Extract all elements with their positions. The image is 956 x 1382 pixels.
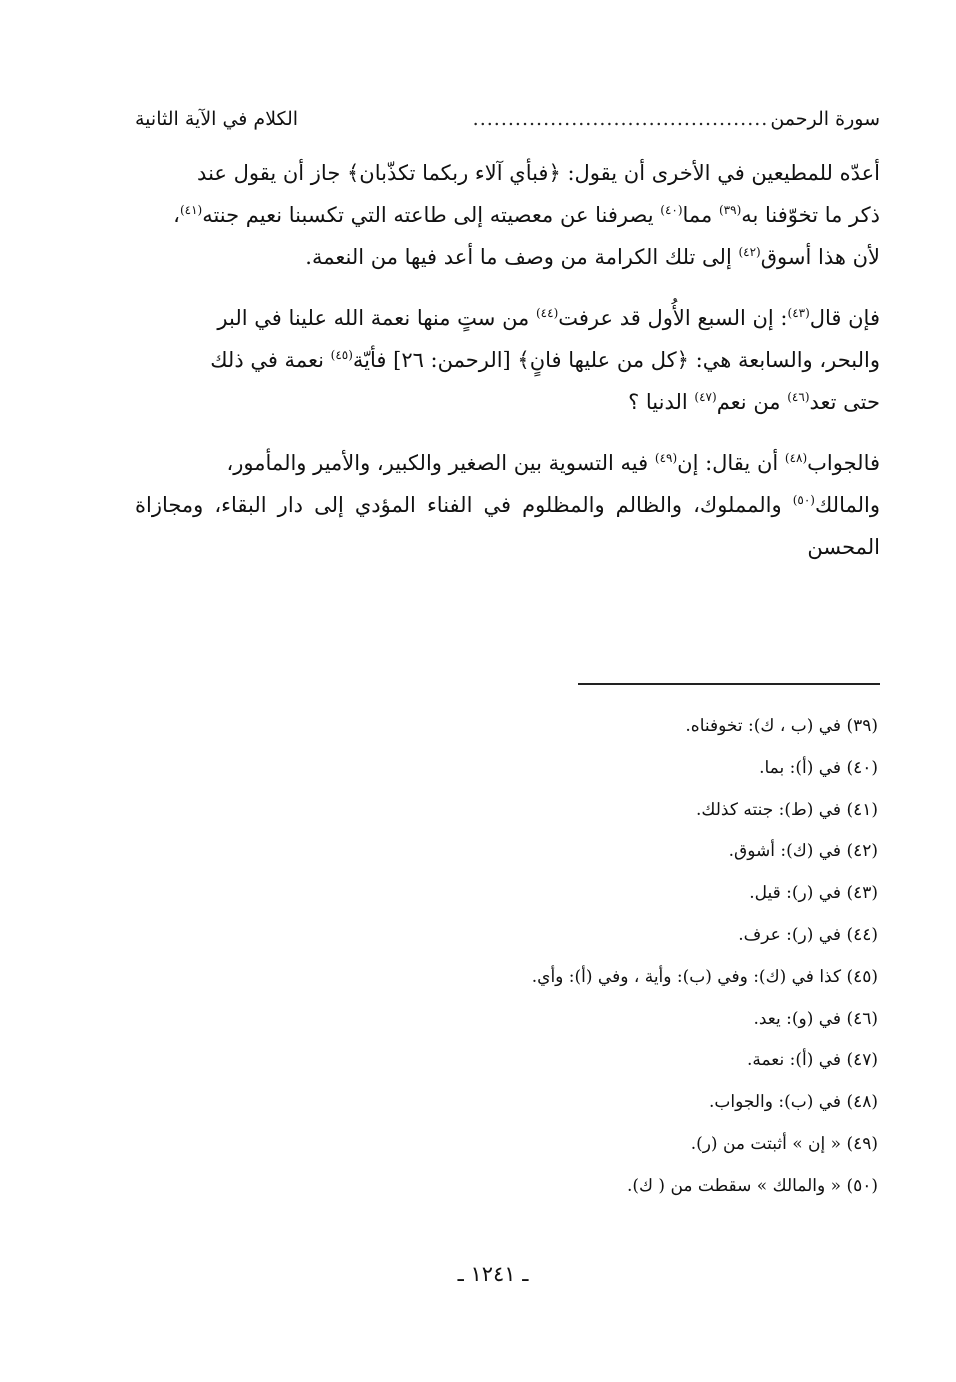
- footnote-ref[interactable]: (٤٣): [787, 306, 810, 320]
- text-line: والمالك$^{(٥٠)}$ والمملوك، والظالم والمظلوم في الفناء المؤدي إلى دار البقاء، ومجازاة المحسن: [135, 493, 880, 559]
- footnote-ref[interactable]: (٥٠): [792, 493, 815, 507]
- text-line: لأن هذا أسوق$^{(٤٢)}$ إلى تلك الكرامة من وصف ما أعد فيها من النعمة.: [305, 245, 880, 269]
- paragraph-2: [135, 297, 880, 423]
- text-line: فالجواب$^{(٤٨)}$ أن يقال: إن$^{(٤٩)}$ فيه التسوية بين الصغير والكبير، والأمير والمأمور،: [226, 451, 880, 475]
- footnote-item: (٤٠) في (أ): بما.: [759, 757, 878, 778]
- footnote-item: (٤٤) في (ر): عرف.: [738, 924, 878, 945]
- header-sura-title: سورة الرحمن: [770, 108, 880, 130]
- paragraph-3: [135, 442, 880, 568]
- footnote-item: (٤٣) في (ر): قيل.: [749, 883, 878, 904]
- footnote-item: (٤٦) في (و): يعد.: [753, 1008, 878, 1029]
- footnote-ref[interactable]: (٤٨): [784, 451, 808, 465]
- footnote-item: (٤٧) في (أ): نعمة.: [746, 1050, 878, 1071]
- footnote-ref[interactable]: (٤١): [179, 203, 203, 217]
- footnote-ref[interactable]: (٤٢): [738, 245, 761, 259]
- footnote-ref[interactable]: (٤٥): [330, 348, 353, 362]
- paragraph-1: [135, 152, 880, 278]
- footnote-ref[interactable]: (٤٧): [694, 390, 717, 404]
- footnote-ref[interactable]: (٤٠): [660, 203, 683, 217]
- footnote-ref[interactable]: (٤٩): [654, 451, 678, 465]
- text-line: فإن قال$^{(٤٣)}$: إن السبع الأُول قد عرفت$^{(٤٤)}$ من ستٍ منها نعمة الله علينا في البر: [217, 306, 880, 330]
- footnotes: [458, 708, 878, 1210]
- footnote-item: (٤٥) كذا في (ك): وفي (ب): وأية ، وفي (أ): وأي.: [531, 966, 878, 987]
- running-header: [135, 108, 880, 130]
- footnote-item: (٤١) في (ط): جنته كذلك.: [696, 799, 878, 820]
- footnote-item: (٤٢) في (ك): أشوق.: [728, 841, 878, 862]
- text-line: حتى تعد$^{(٤٦)}$ من نعم$^{(٤٧)}$ الدنيا ؟: [628, 390, 880, 414]
- text-line: ذكر ما تخوّفنا به$^{(٣٩)}$ مما$^{(٤٠)}$ يصرفنا عن معصيته إلى طاعته التي تكسبنا نعيم جنته$^{(٤١)}$،: [173, 203, 880, 227]
- footnote-item: (٣٩) في (ب ، ك): تخوفناه.: [685, 716, 878, 736]
- header-leader-dots: ..........................................: [472, 108, 769, 130]
- footnote-item: (٤٨) في (ب): والجواب.: [708, 1092, 878, 1113]
- footnote-ref[interactable]: (٣٩): [718, 203, 742, 217]
- page-number: ـ ١٢٤١ ـ: [457, 1262, 529, 1286]
- footnote-ref[interactable]: (٤٤): [535, 306, 559, 320]
- footnote-separator: [578, 683, 880, 685]
- main-text: [135, 152, 880, 568]
- footnote-item: (٤٩) « إن » أثبتت من (ر).: [690, 1133, 878, 1154]
- text-line: أعدّه للمطيعين في الأخرى أن يقول: ﴿فبأي آلاء ربكما تكذّبان﴾ جاز أن يقول عند: [197, 161, 880, 185]
- text-line: والبحر، والسابعة هي: ﴿كل من عليها فانٍ﴾ [الرحمن: ٢٦] فأيّة$^{(٤٥)}$ نعمة في ذلك: [210, 348, 880, 372]
- footnote-item: (٥٠) « والمالك » سقطت من ( ك).: [626, 1175, 878, 1196]
- footnote-ref[interactable]: (٤٦): [787, 390, 810, 404]
- header-section-title: الكلام في الآية الثانية: [135, 108, 299, 130]
